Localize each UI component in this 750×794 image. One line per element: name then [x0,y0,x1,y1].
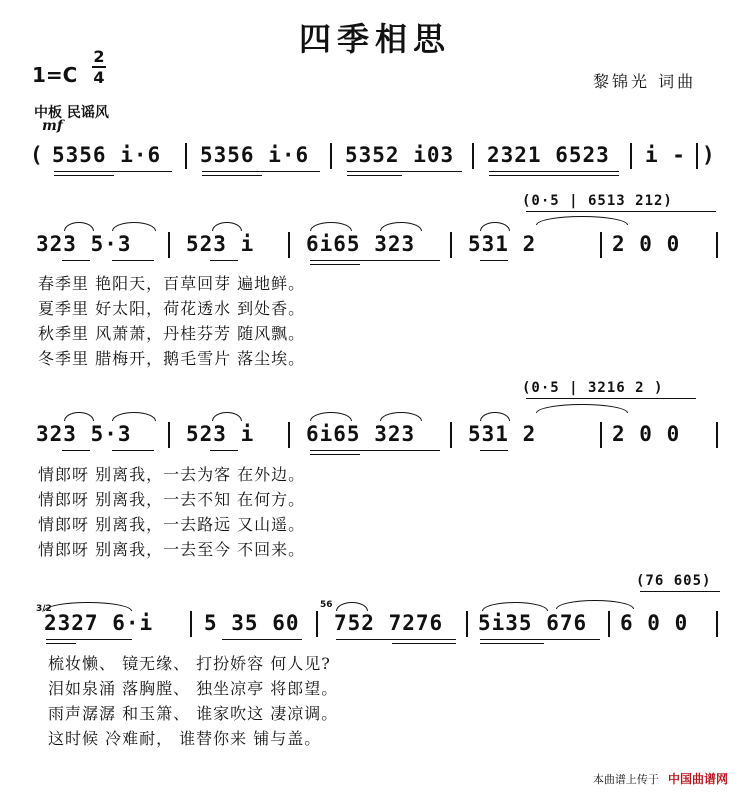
time-signature [92,48,106,86]
barline [472,143,474,169]
lyric-verse-1: 情郎呀 别离我，一去为客 在外边。 [38,465,306,484]
beam [46,639,132,640]
beam [202,171,320,172]
lyric-verse-4: 冬季里 腊梅开，鹅毛雪片 落尘埃。 [38,349,306,368]
measure: 531 2 [468,232,537,256]
barline [630,143,632,169]
barline [696,143,698,169]
key-signature: 1=C [32,63,78,87]
intro-close-paren: ) [702,143,716,167]
barline [716,232,718,258]
barline [168,422,170,448]
slur [212,222,242,231]
pickup-notes: (76 605) [636,573,712,589]
tie [536,404,628,413]
tie [556,600,634,609]
lyric-verse-1: 梳妆懒、 镜无缘、 打扮娇容 何人见? [48,654,331,673]
slur [212,412,242,421]
pickup-notes: (0·5 | 3216 2 ) [522,380,664,396]
beam [54,175,114,176]
measure: 2 0 0 [612,422,681,446]
tempo-marking: 中板 民谣风 [34,105,109,121]
barline [288,422,290,448]
grace-note: 56 [320,600,333,610]
slur [112,412,156,421]
beam [112,450,154,451]
measure: 5 35 60 [204,611,300,635]
measure: 6 0 0 [620,611,689,635]
lyric-verse-1: 春季里 艳阳天，百草回芽 遍地鲜。 [38,274,306,293]
barline [330,143,332,169]
slur [380,412,422,421]
measure: 523 i [186,232,255,256]
beam [480,450,508,451]
beam [310,450,440,451]
measure: 323 5·3 [36,422,132,446]
beam [526,211,716,212]
lyric-verse-3: 秋季里 风萧萧，丹桂芬芳 随风飘。 [38,324,306,343]
time-bottom: 4 [93,68,105,87]
lyric-verse-4: 这时候 冷难耐， 谁替你来 铺与盖。 [48,729,322,748]
slur [64,412,94,421]
slur [380,222,422,231]
tie [536,216,628,225]
site-logo[interactable]: 中国曲谱网 [667,772,728,786]
beam [310,260,440,261]
beam [489,175,619,176]
beam [210,450,238,451]
measure: 531 2 [468,422,537,446]
barline [716,611,718,637]
barline [288,232,290,258]
lyric-verse-2: 情郎呀 别离我，一去不知 在何方。 [38,490,306,509]
slur [44,602,132,611]
barline [466,611,468,637]
measure: 6i65 323 [306,422,416,446]
beam [480,639,600,640]
slur [480,412,510,421]
barline [608,611,610,637]
beam [347,175,402,176]
beam [640,591,720,592]
measure: 2327 6·i [44,611,154,635]
measure: 323 5·3 [36,232,132,256]
barline [316,611,318,637]
beam [310,454,360,455]
beam [336,639,456,640]
intro-measure: 2321 6523 [487,143,610,167]
measure: 6i65 323 [306,232,416,256]
lyric-verse-2: 泪如泉涌 落胸膛、 独坐凉亭 将郎望。 [48,679,339,698]
slur [64,222,94,231]
grace-note: 3/2 [36,604,52,614]
measure: 2 0 0 [612,232,681,256]
barline [716,422,718,448]
beam [210,260,238,261]
footer [593,768,728,787]
song-title: 四季相思 [298,20,451,58]
beam [480,260,508,261]
slur [480,222,510,231]
beam [526,398,696,399]
beam [222,639,302,640]
barline [190,611,192,637]
slur [336,602,368,611]
intro-measure: 5356 i·6 [200,143,310,167]
beam [112,260,154,261]
intro-measure: 5356 i·6 [52,143,162,167]
lyric-verse-4: 情郎呀 别离我，一去至今 不回来。 [38,540,306,559]
measure: 523 i [186,422,255,446]
barline [600,422,602,448]
barline [185,143,187,169]
beam [489,171,619,172]
barline [600,232,602,258]
author-credit: 黎锦光 词曲 [593,72,697,91]
beam [62,260,90,261]
beam [310,264,360,265]
beam [62,450,90,451]
beam [202,175,262,176]
intro-measure: i - [645,143,686,167]
pickup-notes: (0·5 | 6513 212) [522,193,673,209]
slur [310,412,352,421]
measure: 5i35 676 [478,611,588,635]
time-top: 2 [93,47,105,66]
intro-measure: 5352 i03 [345,143,455,167]
slur [482,602,548,611]
slur [310,222,352,231]
slur [112,222,156,231]
beam [46,643,76,644]
lyric-verse-2: 夏季里 好太阳，荷花透水 到处香。 [38,299,306,318]
measure: 752 7276 [334,611,444,635]
beam [54,171,172,172]
barline [450,232,452,258]
lyric-verse-3: 情郎呀 别离我，一去路远 又山遥。 [38,515,306,534]
barline [168,232,170,258]
footer-text: 本曲谱上传于 [592,773,659,786]
beam [347,171,462,172]
lyric-verse-3: 雨声潺潺 和玉箫、 谁家吹这 凄凉调。 [48,704,339,723]
beam [392,643,456,644]
dynamic-marking: mf [42,118,63,134]
barline [450,422,452,448]
beam [480,643,544,644]
intro-open-paren: ( [30,143,44,167]
